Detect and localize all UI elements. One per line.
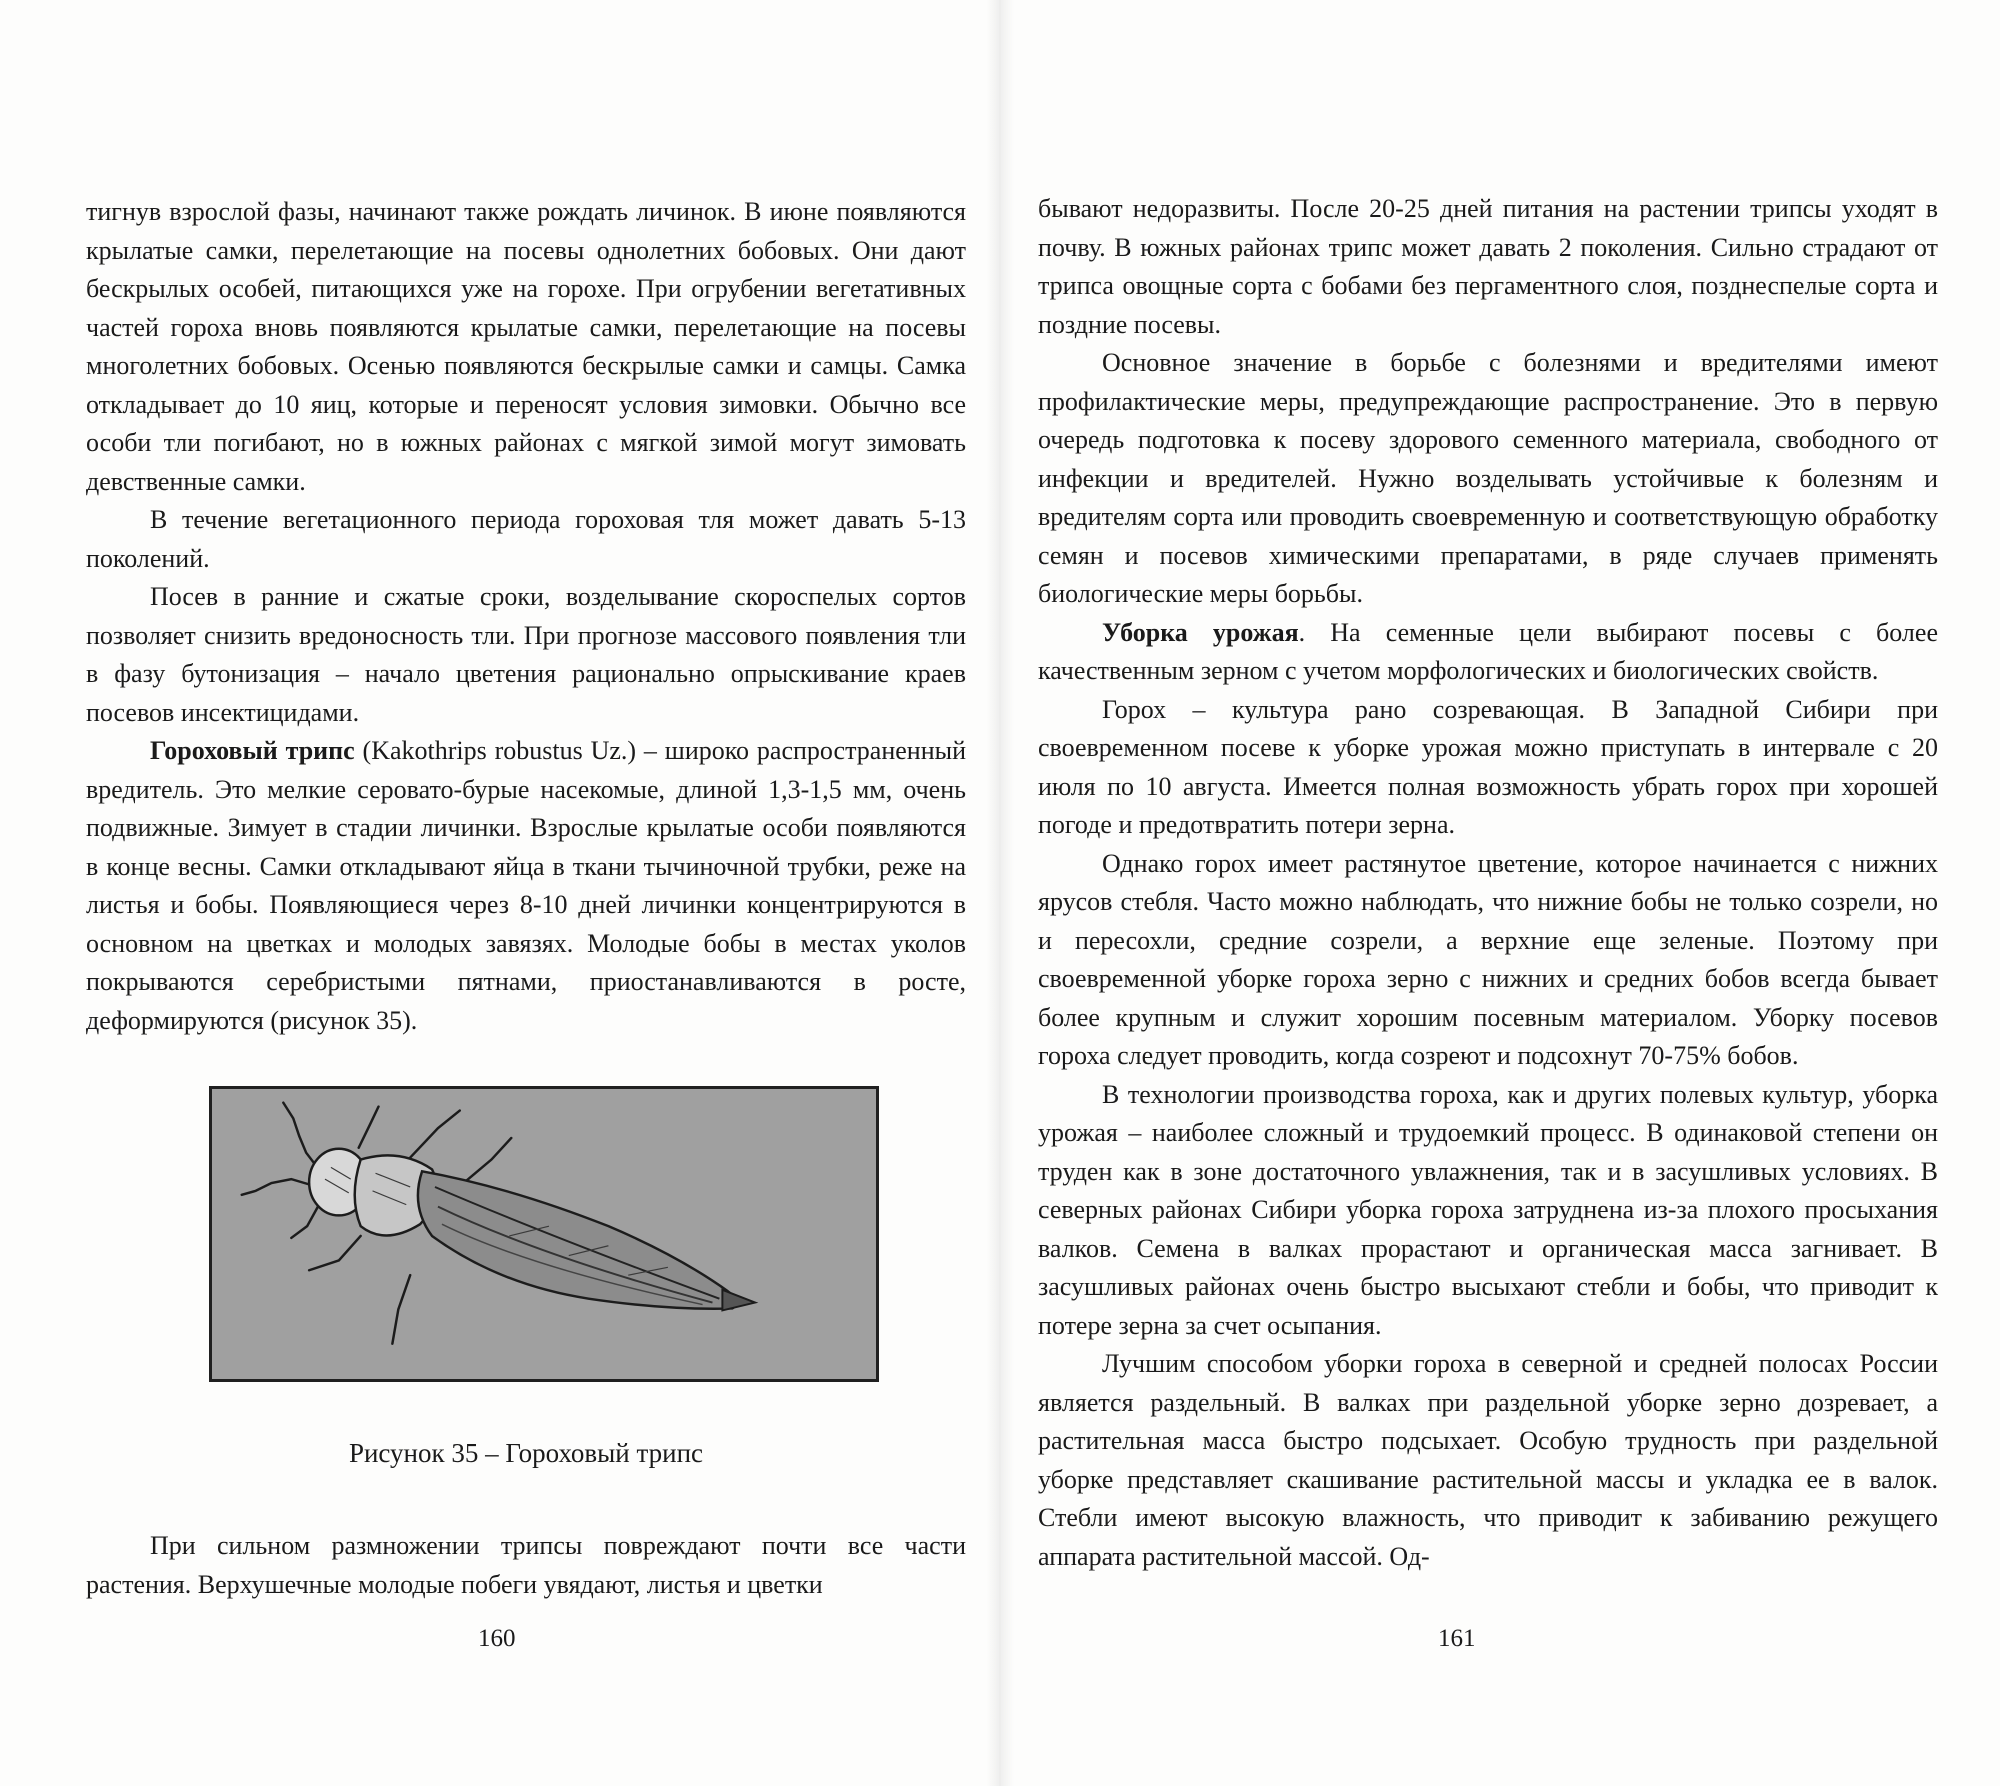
left-page-text-top <box>86 193 966 1040</box>
paragraph: тигнув взрослой фазы, начинают также рождать личинок. В июне появляются крылатые самки, перелетающие на посевы однолетних бобовых. Они дают бескрылых особей, питающихся уже на горохе. При огрубении вегетативных частей гороха вновь появляются крылатые самки, перелетающие на посевы многолетних бобовых. Осенью появляются бескрылые самки и самцы. Самка откладывает до 10 яиц, которые и переносят условия зимовки. Обычно все особи тли погибают, но в южных районах с мягкой зимой могут зимовать девственные самки. <box>86 197 966 496</box>
term-heading: Гороховый трипс <box>150 736 355 765</box>
page-number: 161 <box>1438 1625 1476 1652</box>
thrips-figure <box>209 1086 879 1382</box>
paragraph: Горох – культура рано созревающая. В Западной Сибири при своевременном посеве к уборке урожая можно приступать в интервале с 20 июля по 10 августа. Имеется полная возможность убрать горох при хорошей погоде и предотвратить потери зерна. <box>1038 694 1938 839</box>
paragraph: Лучшим способом уборки гороха в северной и средней полосах России является раздельный. В валках при раздельной уборке зерно дозревает, а растительная масса быстро подсыхает. Особую трудность при раздельной уборке представляет скашивание растительной массы и укладка ее в валок. Стебли имеют высокую влажность, что приводит к забиванию режущего аппарата растительной массой. Од- <box>1038 1349 1938 1571</box>
right-page-text <box>1038 190 1938 1576</box>
paragraph: При сильном размножении трипсы повреждают почти все части растения. Верхушечные молодые побеги увядают, листья и цветки <box>86 1531 966 1599</box>
left-page-text-bottom <box>86 1527 966 1604</box>
paragraph: В технологии производства гороха, как и других полевых культур, уборка урожая – наиболее сложный и трудоемкий процесс. В одинаковой степени он труден как в зоне достаточного увлажнения, так и в засушливых условиях. В северных районах Сибири уборка гороха затруднена из-за плохого просыхания валков. Семена в валках прорастают и органическая масса загнивает. В засушливых районах очень быстро высыхают стебли и бобы, что приводит к потере зерна за счет осыпания. <box>1038 1079 1938 1340</box>
paragraph: Основное значение в борьбе с болезнями и вредителями имеют профилактические меры, предупреждающие распространение. Это в первую очередь подготовка к посеву здорового семенного материала, свободного от инфекции и вредителей. Нужно возделывать устойчивые к болезням и вредителям сорта или проводить своевременную и соответствующую обработку семян и посевов химическими препаратами, в ряде случаев применять биологические меры борьбы. <box>1038 348 1938 608</box>
thrips-illustration <box>212 1089 876 1379</box>
right-page <box>1000 0 2000 1786</box>
page-number: 160 <box>478 1625 516 1652</box>
section-heading: Уборка урожая <box>1102 617 1299 647</box>
paragraph: В течение вегетационного периода гороховая тля может давать 5-13 поколений. <box>86 505 966 573</box>
paragraph: Гороховый трипс (Kakothrips robustus Uz.) – широко распространенный вредитель. Это мелкие серовато-бурые насекомые, длиной 1,3-1,5 мм, очень подвижные. Зимует в стадии личинки. Взрослые крылатые особи появляются в конце весны. Самки откладывают яйца в ткани тычиночной трубки, реже на листья и бобы. Появляющиеся через 8-10 дней личинки концентрируются в основном на цветках и молодых завязях. Молодые бобы в местах уколов покрываются серебристыми пятнами, приостанавливаются в росте, деформируются (рисунок 35). <box>86 736 966 1035</box>
paragraph: Посев в ранние и сжатые сроки, возделывание скороспелых сортов позволяет снизить вредоносность тли. При прогнозе массового появления тли в фазу бутонизация – начало цветения рационально опрыскивание краев посевов инсектицидами. <box>86 582 966 727</box>
figure-caption: Рисунок 35 – Гороховый трипс <box>348 1438 704 1468</box>
paragraph: бывают недоразвиты. После 20-25 дней питания на растении трипсы уходят в почву. В южных районах трипс может давать 2 поколения. Сильно страдают от трипса овощные сорта с бобами без пергаментного слоя, позднеспелые сорта и поздние посевы. <box>1038 194 1938 339</box>
paragraph: Однако горох имеет растянутое цветение, которое начинается с нижних ярусов стебля. Часто можно наблюдать, что нижние бобы не только созрели, но и пересохли, средние созрели, а верхние еще зеленые. Поэтому при своевременной уборке гороха зерно с нижних и средних бобов всегда бывает более крупным и служит хорошим посевным материалом. Уборку посевов гороха следует проводить, когда созреют и подсохнут 70-75% бобов. <box>1038 848 1938 1070</box>
paragraph: Уборка урожая. На семенные цели выбирают посевы с более качественным зерном с учетом морфологических и биологических свойств. <box>1038 617 1938 685</box>
